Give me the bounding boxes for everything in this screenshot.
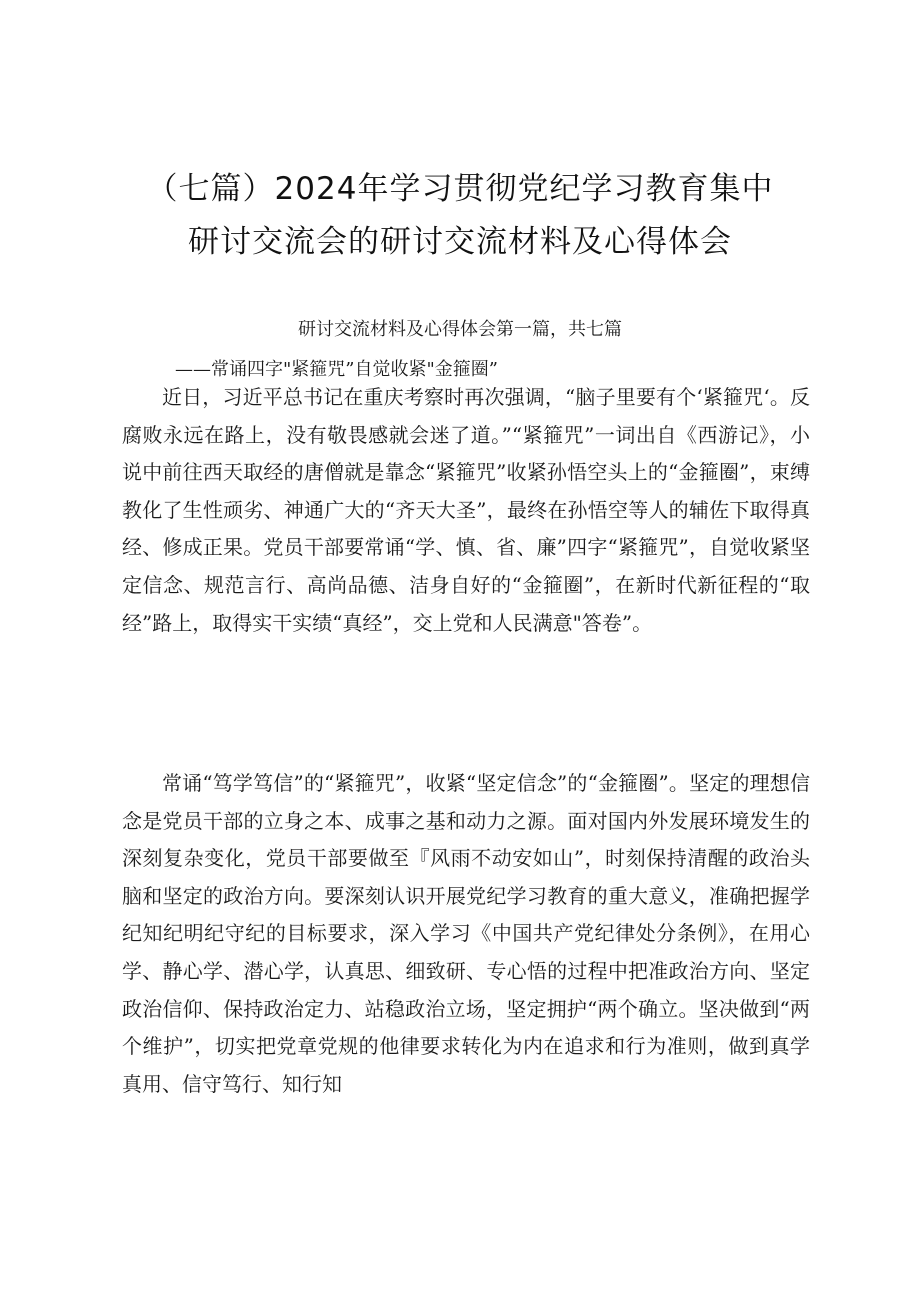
document-title-line-2: 研讨交流会的研讨交流材料及心得体会 xyxy=(188,224,732,260)
body-paragraph-2: 常诵“笃学笃信”的“紧箍咒”，收紧“坚定信念”的“金箍圈”。坚定的理想信念是党员干部的立身之本、成事之基和动力之源。面对国内外发展环境发生的深刻复杂变化，党员干部要做至『风雨不动安如山”，时刻保持清醒的政治头脑和坚定的政治方向。要深刻认识开展党纪学习教育的重大意义，准确把握学纪知纪明纪守纪的目标要求，深入学习《中国共产党纪律处分条例》，在用心学、静心学、潜心学，认真思、细致研、专心悟的过程中把准政治方向、坚定政治信仰、保持政治定力、站稳政治立场，坚定拥护“两个确立。坚决做到“两个维护”，切实把党章党规的他律要求转化为内在追求和行为准则，做到真学真用、信守笃行、知行知 xyxy=(122,771,810,1096)
body-paragraph-1: 近日，习近平总书记在重庆考察时再次强调，“脑子里要有个‘紧箍咒‘。反腐败永远在路上，没有敬畏感就会迷了道。”“紧箍咒”一词出自《西游记》，小说中前往西天取经的唐僧就是靠念“紧箍咒”收紧孙悟空头上的“金箍圈”，束缚教化了生性顽劣、神通广大的“齐天大圣”，最终在孙悟空等人的辅佐下取得真经、修成正果。党员干部要常诵“学、慎、省、廉”四字“紧箍咒”，自觉收紧坚定信念、规范言行、高尚品德、洁身自好的“金箍圈”，在新时代新征程的“取经”路上，取得实干实绩“真经”，交上党和人民满意"答卷”。 xyxy=(122,385,810,635)
section-tagline: ——常诵四字"紧箍咒”自觉收紧"金箍圈” xyxy=(175,359,498,380)
section-heading: 研讨交流材料及心得体会第一篇，共七篇 xyxy=(298,319,622,340)
document-title-line-1: （七篇）2024年学习贯彻党纪学习教育集中 xyxy=(146,171,774,207)
